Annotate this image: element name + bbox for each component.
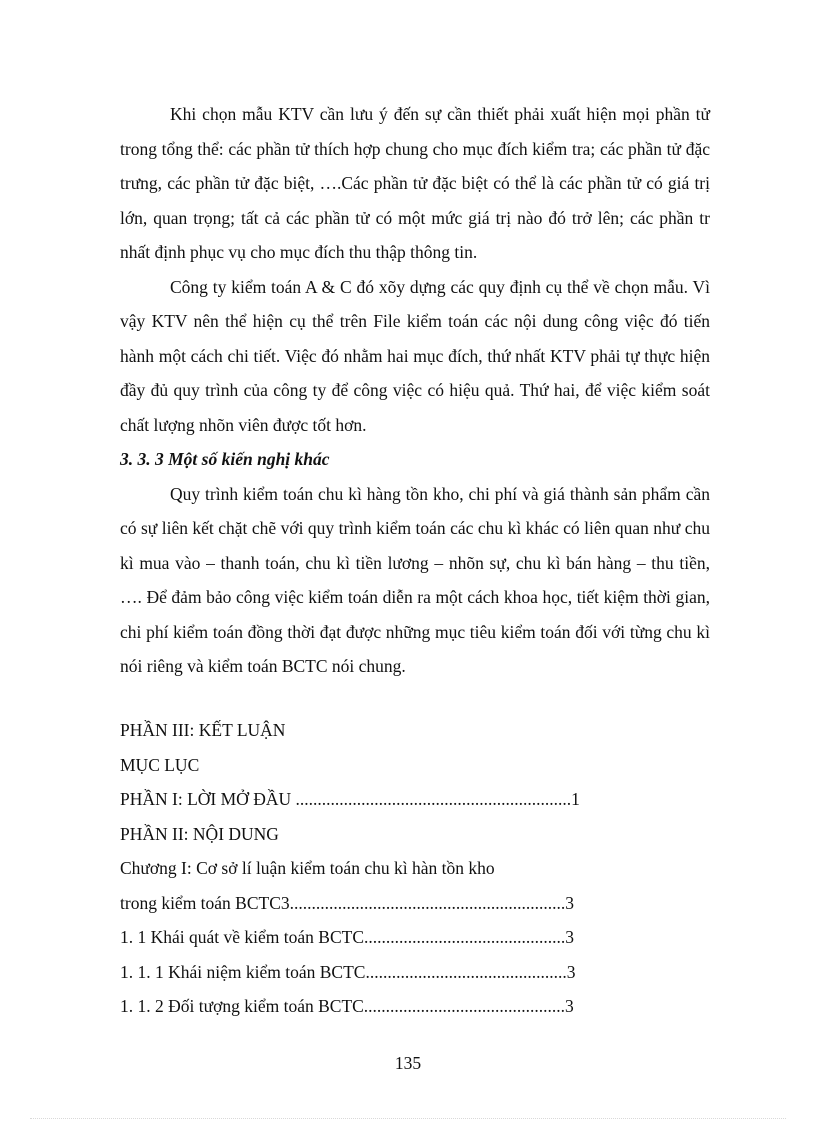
toc-line-contents-title: MỤC LỤC [120, 754, 200, 775]
toc-line-main-content: PHẦN II: NỘI DUNG [120, 823, 279, 844]
paragraph-company-rules: Công ty kiểm toán A & C đó xõy dựng các quy định cụ thể về chọn mẫu. Vì vậy KTV nên thể hiện cụ thể trên File kiểm toán các nội dung công việc đó tiến hành một cách chi tiết. Việc đó nhằm hai mục đích, thứ nhất KTV phải tự thực hiện đầy đủ quy trình của công ty để công việc có hiệu quả. Thứ hai, để việc kiểm soát chất lượng nhõn viên được tốt hơn. [120, 276, 710, 435]
toc-line-conclusion: PHẦN III: KẾT LUẬN [120, 720, 286, 740]
body-content [120, 97, 710, 684]
toc-line-1-1-1: 1. 1. 1 Khái niệm kiểm toán BCTC..............................................3 [120, 961, 576, 982]
paragraph-sampling: Khi chọn mẫu KTV cần lưu ý đến sự cần thiết phải xuất hiện mọi phần tử trong tổng thể: các phần tử thích hợp chung cho mục đích kiểm tra; các phần tử đặc trưng, các phần tử đặc biệt, ….Các phần tử đặc biệt có thể là các phần tử có giá trị lớn, quan trọng; tất cả các phần tử có một mức giá trị nào đó trở lên; các phần tr nhất định phục vụ cho mục đích thu thập thông tin. [120, 104, 710, 262]
page-bottom-divider [30, 1118, 786, 1119]
toc-line-introduction: PHẦN I: LỜI MỞ ĐẦU ...............................................................1 [120, 789, 580, 809]
paragraph-other-recommendations: Quy trình kiểm toán chu kì hàng tồn kho, chi phí và giá thành sản phẩm cần có sự liên kết chặt chẽ với quy trình kiểm toán các chu kì khác có liên quan như chu kì mua vào – thanh toán, chu kì tiền lương – nhõn sự, chu kì bán hàng – thu tiền, …. Để đảm bảo công việc kiểm toán diễn ra một cách khoa học, tiết kiệm thời gian, chi phí kiểm toán đồng thời đạt được những mục tiêu kiểm toán đối với từng chu kì nói riêng và kiểm toán BCTC nói chung. [120, 483, 710, 676]
toc-line-1-1-2: 1. 1. 2 Đối tượng kiểm toán BCTC..............................................3 [120, 996, 574, 1016]
page-number: 135 [394, 1053, 422, 1073]
toc-line-1-1: 1. 1 Khái quát về kiểm toán BCTC..............................................3 [120, 927, 574, 947]
toc-line-chapter-1-cont: trong kiểm toán BCTC3...............................................................3 [120, 892, 575, 913]
section-heading: 3. 3. 3 Một số kiến nghị khác [120, 449, 330, 469]
toc-line-chapter-1: Chương I: Cơ sở lí luận kiểm toán chu kì hàn tồn kho [120, 858, 495, 878]
table-of-contents [120, 713, 620, 1024]
